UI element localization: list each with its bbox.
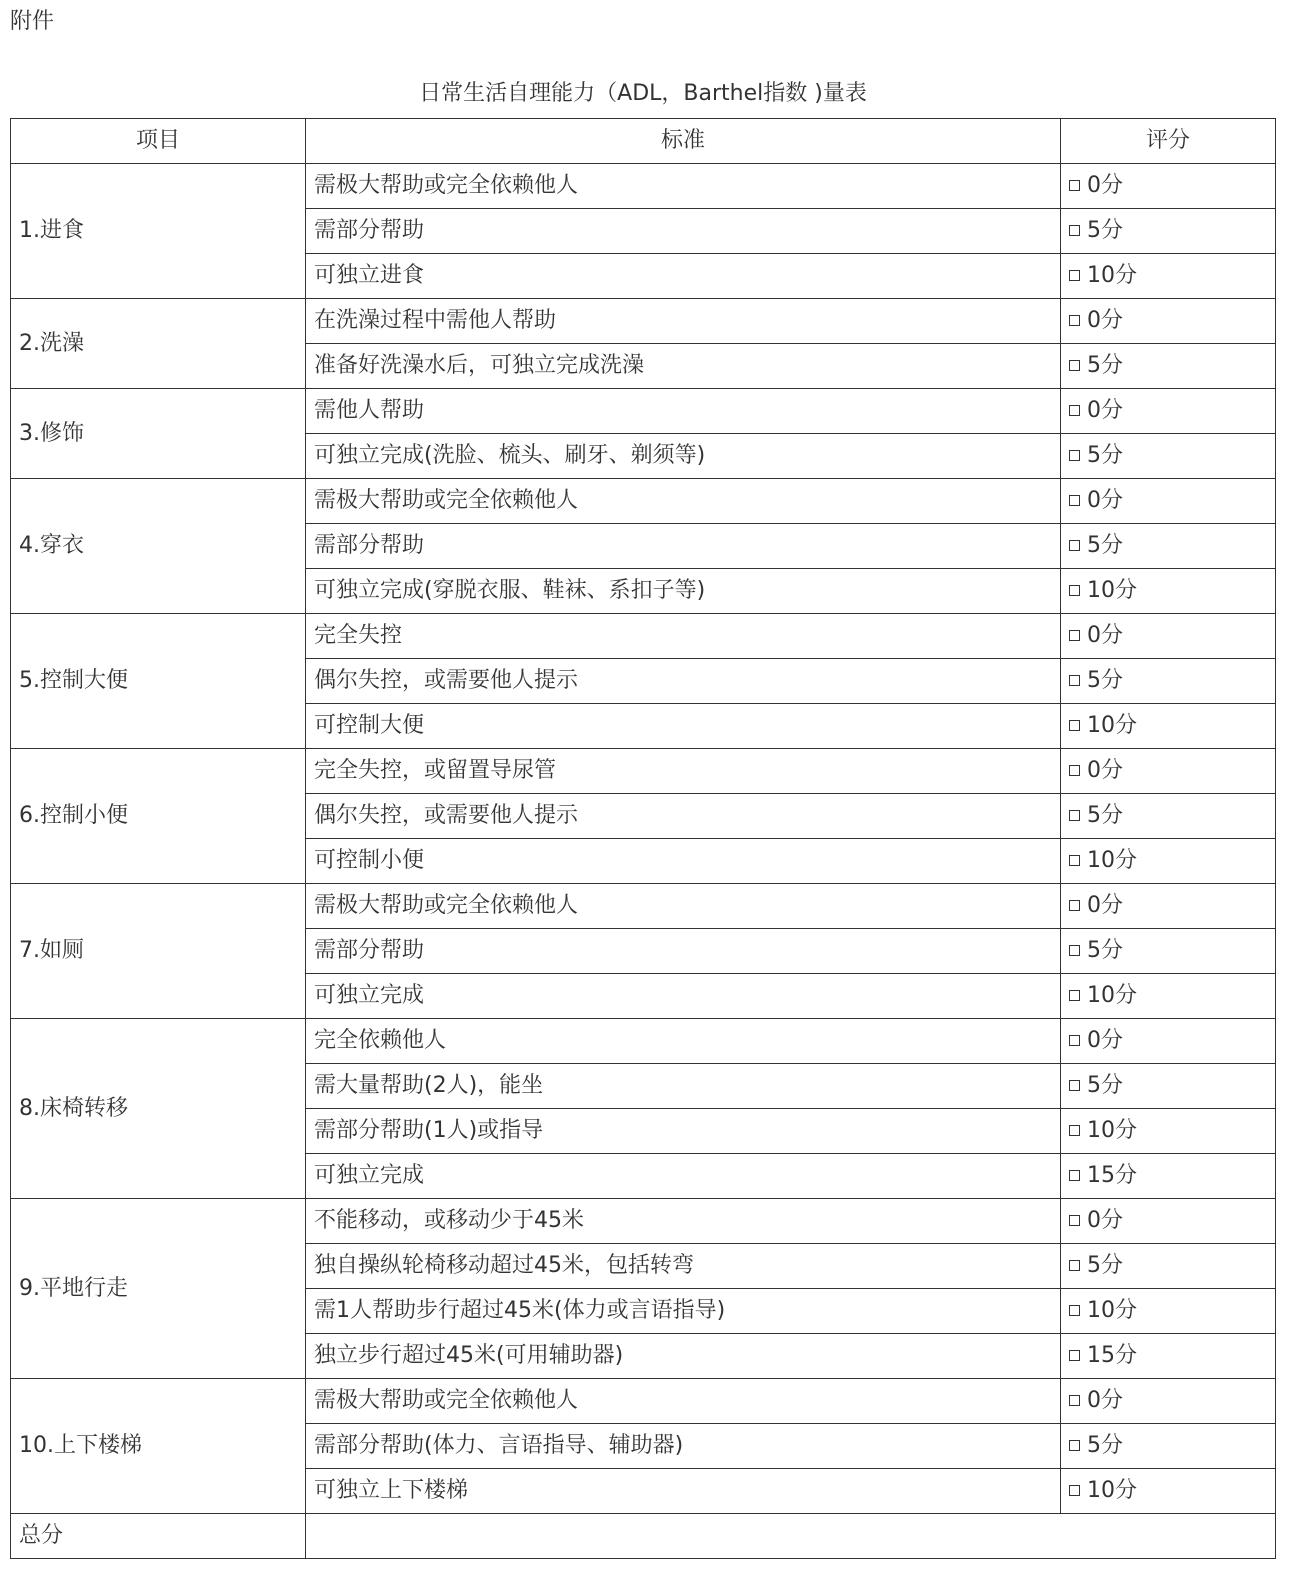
header-item: 项目 xyxy=(11,119,306,164)
standard-cell: 可独立完成(穿脱衣服、鞋袜、系扣子等) xyxy=(306,569,1061,614)
standard-cell: 在洗澡过程中需他人帮助 xyxy=(306,299,1061,344)
score-cell xyxy=(1061,974,1276,1019)
standard-cell: 需1人帮助步行超过45米(体力或言语指导) xyxy=(306,1289,1061,1334)
score-checkbox[interactable] xyxy=(1069,1125,1080,1136)
score-cell xyxy=(1061,1469,1276,1514)
score-checkbox[interactable] xyxy=(1069,1080,1080,1091)
score-cell xyxy=(1061,389,1276,434)
standard-cell: 完全失控，或留置导尿管 xyxy=(306,749,1061,794)
page-title: 日常生活自理能力（ADL，Barthel指数 )量表 xyxy=(419,81,867,106)
table-row xyxy=(11,884,1276,929)
score-cell xyxy=(1061,299,1276,344)
item-name: 6.控制小便 xyxy=(11,749,306,884)
score-checkbox[interactable] xyxy=(1069,900,1080,911)
score-cell xyxy=(1061,794,1276,839)
score-cell xyxy=(1061,1379,1276,1424)
score-cell xyxy=(1061,254,1276,299)
standard-cell: 可独立完成(洗脸、梳头、刷牙、剃须等) xyxy=(306,434,1061,479)
score-label: 5分 xyxy=(1087,218,1123,243)
score-checkbox[interactable] xyxy=(1069,1170,1080,1181)
score-checkbox[interactable] xyxy=(1069,585,1080,596)
standard-cell: 需部分帮助 xyxy=(306,524,1061,569)
standard-cell: 需大量帮助(2人)，能坐 xyxy=(306,1064,1061,1109)
table-row xyxy=(11,1199,1276,1244)
score-label: 10分 xyxy=(1087,1478,1137,1503)
item-name: 8.床椅转移 xyxy=(11,1019,306,1199)
score-checkbox[interactable] xyxy=(1069,630,1080,641)
attachment-label: 附件 xyxy=(10,9,55,34)
score-label: 0分 xyxy=(1087,398,1123,423)
score-label: 10分 xyxy=(1087,848,1137,873)
table-row xyxy=(11,1379,1276,1424)
item-name: 5.控制大便 xyxy=(11,614,306,749)
score-label: 10分 xyxy=(1087,263,1137,288)
table-body xyxy=(11,164,1276,1514)
score-label: 5分 xyxy=(1087,533,1123,558)
table-row xyxy=(11,164,1276,209)
score-cell xyxy=(1061,1289,1276,1334)
table-row xyxy=(11,299,1276,344)
score-checkbox[interactable] xyxy=(1069,1395,1080,1406)
score-checkbox[interactable] xyxy=(1069,855,1080,866)
score-checkbox[interactable] xyxy=(1069,180,1080,191)
score-cell xyxy=(1061,1109,1276,1154)
standard-cell: 偶尔失控，或需要他人提示 xyxy=(306,794,1061,839)
score-cell xyxy=(1061,1199,1276,1244)
standard-cell: 需部分帮助(1人)或指导 xyxy=(306,1109,1061,1154)
header-row xyxy=(11,119,1276,164)
score-label: 10分 xyxy=(1087,983,1137,1008)
table-row xyxy=(11,1019,1276,1064)
item-name: 9.平地行走 xyxy=(11,1199,306,1379)
item-name: 2.洗澡 xyxy=(11,299,306,389)
standard-cell: 可独立进食 xyxy=(306,254,1061,299)
score-checkbox[interactable] xyxy=(1069,720,1080,731)
score-checkbox[interactable] xyxy=(1069,495,1080,506)
score-label: 10分 xyxy=(1087,578,1137,603)
score-label: 0分 xyxy=(1087,893,1123,918)
item-name: 10.上下楼梯 xyxy=(11,1379,306,1514)
score-checkbox[interactable] xyxy=(1069,945,1080,956)
total-row xyxy=(11,1514,1276,1559)
standard-cell: 可独立上下楼梯 xyxy=(306,1469,1061,1514)
score-cell xyxy=(1061,344,1276,389)
score-checkbox[interactable] xyxy=(1069,1485,1080,1496)
score-checkbox[interactable] xyxy=(1069,450,1080,461)
score-label: 5分 xyxy=(1087,1253,1123,1278)
standard-cell: 可独立完成 xyxy=(306,1154,1061,1199)
score-label: 0分 xyxy=(1087,1208,1123,1233)
item-name: 3.修饰 xyxy=(11,389,306,479)
score-cell xyxy=(1061,1064,1276,1109)
score-checkbox[interactable] xyxy=(1069,540,1080,551)
item-name: 7.如厕 xyxy=(11,884,306,1019)
score-checkbox[interactable] xyxy=(1069,405,1080,416)
standard-cell: 完全失控 xyxy=(306,614,1061,659)
standard-cell: 需部分帮助 xyxy=(306,929,1061,974)
adl-table xyxy=(10,118,1276,1559)
score-label: 5分 xyxy=(1087,668,1123,693)
score-cell xyxy=(1061,164,1276,209)
standard-cell: 需部分帮助 xyxy=(306,209,1061,254)
score-checkbox[interactable] xyxy=(1069,1350,1080,1361)
score-label: 5分 xyxy=(1087,938,1123,963)
score-label: 5分 xyxy=(1087,803,1123,828)
score-checkbox[interactable] xyxy=(1069,1260,1080,1271)
score-cell xyxy=(1061,659,1276,704)
score-cell xyxy=(1061,839,1276,884)
standard-cell: 需部分帮助(体力、言语指导、辅助器) xyxy=(306,1424,1061,1469)
score-checkbox[interactable] xyxy=(1069,360,1080,371)
score-checkbox[interactable] xyxy=(1069,1305,1080,1316)
score-cell xyxy=(1061,524,1276,569)
score-checkbox[interactable] xyxy=(1069,675,1080,686)
score-checkbox[interactable] xyxy=(1069,810,1080,821)
score-cell xyxy=(1061,1334,1276,1379)
item-name: 1.进食 xyxy=(11,164,306,299)
table-row xyxy=(11,614,1276,659)
score-cell xyxy=(1061,209,1276,254)
table-row xyxy=(11,479,1276,524)
score-cell xyxy=(1061,1019,1276,1064)
standard-cell: 需极大帮助或完全依赖他人 xyxy=(306,479,1061,524)
score-checkbox[interactable] xyxy=(1069,990,1080,1001)
score-label: 0分 xyxy=(1087,1028,1123,1053)
score-checkbox[interactable] xyxy=(1069,1215,1080,1226)
score-label: 15分 xyxy=(1087,1163,1137,1188)
score-checkbox[interactable] xyxy=(1069,1440,1080,1451)
standard-cell: 可独立完成 xyxy=(306,974,1061,1019)
table-row xyxy=(11,389,1276,434)
score-label: 10分 xyxy=(1087,713,1137,738)
standard-cell: 可控制小便 xyxy=(306,839,1061,884)
score-cell xyxy=(1061,569,1276,614)
score-checkbox[interactable] xyxy=(1069,765,1080,776)
standard-cell: 不能移动，或移动少于45米 xyxy=(306,1199,1061,1244)
standard-cell: 需他人帮助 xyxy=(306,389,1061,434)
score-label: 0分 xyxy=(1087,488,1123,513)
score-cell xyxy=(1061,704,1276,749)
total-value[interactable] xyxy=(306,1514,1276,1559)
score-label: 0分 xyxy=(1087,308,1123,333)
score-cell xyxy=(1061,884,1276,929)
header-score: 评分 xyxy=(1061,119,1276,164)
score-label: 0分 xyxy=(1087,1388,1123,1413)
score-label: 0分 xyxy=(1087,623,1123,648)
score-cell xyxy=(1061,1244,1276,1289)
standard-cell: 可控制大便 xyxy=(306,704,1061,749)
score-label: 5分 xyxy=(1087,1073,1123,1098)
score-label: 10分 xyxy=(1087,1118,1137,1143)
score-cell xyxy=(1061,1424,1276,1469)
score-label: 0分 xyxy=(1087,758,1123,783)
score-cell xyxy=(1061,614,1276,659)
standard-cell: 需极大帮助或完全依赖他人 xyxy=(306,1379,1061,1424)
standard-cell: 独立步行超过45米(可用辅助器) xyxy=(306,1334,1061,1379)
score-label: 5分 xyxy=(1087,443,1123,468)
standard-cell: 偶尔失控，或需要他人提示 xyxy=(306,659,1061,704)
standard-cell: 准备好洗澡水后，可独立完成洗澡 xyxy=(306,344,1061,389)
header-standard: 标准 xyxy=(306,119,1061,164)
score-label: 5分 xyxy=(1087,353,1123,378)
score-cell xyxy=(1061,749,1276,794)
score-cell xyxy=(1061,479,1276,524)
score-checkbox[interactable] xyxy=(1069,1035,1080,1046)
score-checkbox[interactable] xyxy=(1069,225,1080,236)
standard-cell: 需极大帮助或完全依赖他人 xyxy=(306,884,1061,929)
standard-cell: 独自操纵轮椅移动超过45米，包括转弯 xyxy=(306,1244,1061,1289)
score-cell xyxy=(1061,434,1276,479)
score-checkbox[interactable] xyxy=(1069,315,1080,326)
standard-cell: 完全依赖他人 xyxy=(306,1019,1061,1064)
score-label: 15分 xyxy=(1087,1343,1137,1368)
score-label: 0分 xyxy=(1087,173,1123,198)
total-label: 总分 xyxy=(11,1514,306,1559)
standard-cell: 需极大帮助或完全依赖他人 xyxy=(306,164,1061,209)
score-checkbox[interactable] xyxy=(1069,270,1080,281)
score-cell xyxy=(1061,929,1276,974)
score-cell xyxy=(1061,1154,1276,1199)
score-label: 10分 xyxy=(1087,1298,1137,1323)
table-row xyxy=(11,749,1276,794)
score-label: 5分 xyxy=(1087,1433,1123,1458)
item-name: 4.穿衣 xyxy=(11,479,306,614)
